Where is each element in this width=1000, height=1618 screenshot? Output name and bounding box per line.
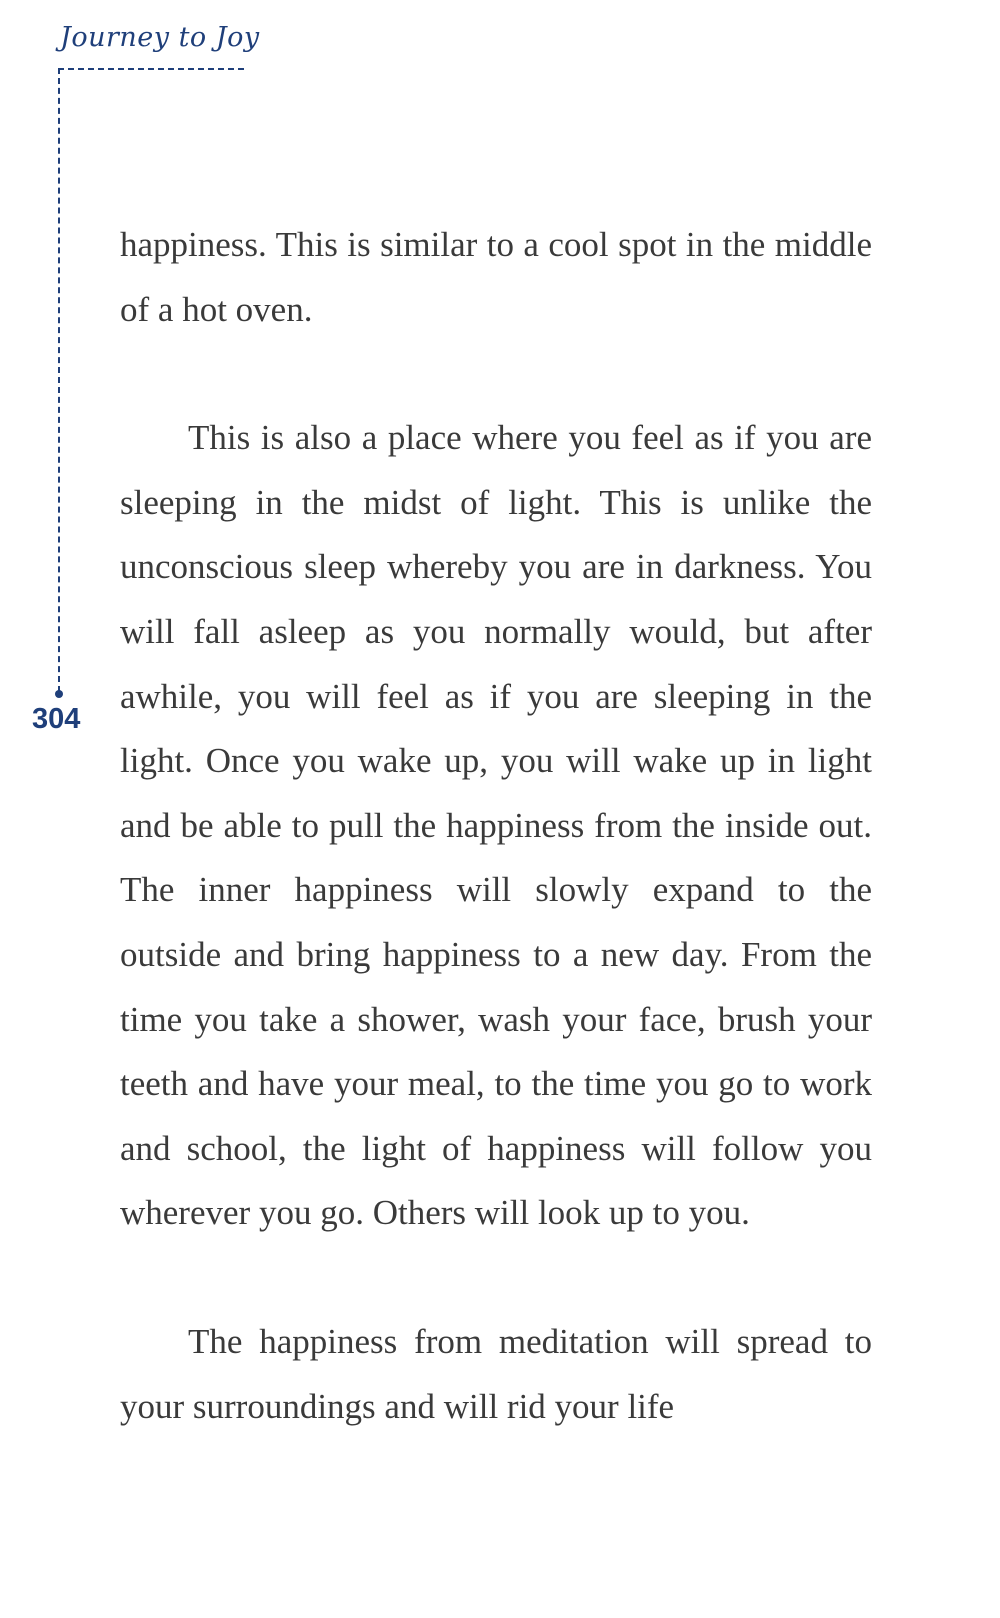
paragraph: This is also a place where you feel as if you are sleeping in the midst of light. This is unlike the unconscious sleep whereby you are in darkness. You will fall asleep as you normally would, but after awhile, you will feel as if you are sleeping in the light. Once you wake up, you will wake up in light and be able to pull the happiness from the inside out. The inner happiness will slowly expand to the outside and bring happiness to a new day. From the time you take a shower, wash your face, brush your teeth and have your meal, to the time you go to work and school, the light of happiness will follow you wherever you go. Others will look up to you. — [120, 418, 872, 1233]
body-text — [120, 213, 872, 1439]
header-dashed-rule — [58, 68, 244, 70]
page-number: 304 — [32, 703, 81, 735]
margin-dashed-rule — [58, 68, 60, 692]
paragraph: The happiness from meditation will spread to your surroundings and will rid your life — [120, 1321, 872, 1426]
margin-rule-dot — [55, 690, 63, 698]
paragraph-continued: happiness. This is similar to a cool spot in the middle of a hot oven. — [120, 225, 872, 329]
running-head: Journey to Joy — [60, 22, 260, 53]
